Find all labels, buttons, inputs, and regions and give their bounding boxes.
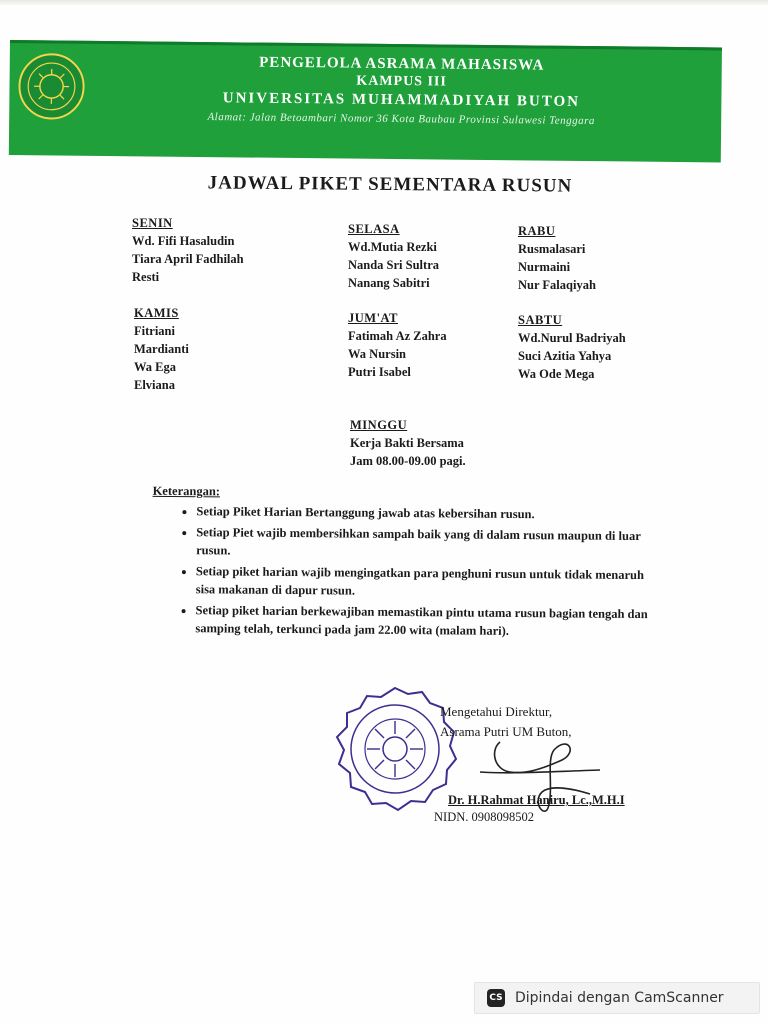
list-item: Wa Ode Mega	[518, 367, 595, 381]
day-label: KAMIS	[134, 306, 179, 320]
day-label: MINGGU	[350, 418, 408, 432]
list-item: Jam 08.00-09.00 pagi.	[350, 454, 466, 468]
list-item: Resti	[132, 270, 160, 284]
page-title: JADWAL PIKET SEMENTARA RUSUN	[207, 172, 573, 197]
list-item: • Setiap Piet wajib membersihkan sampah baik yang di dalam rusun maupun di luar rusun.	[196, 523, 652, 563]
day-rabu	[518, 222, 596, 294]
day-label: RABU	[518, 224, 556, 238]
list-item: Putri Isabel	[348, 365, 411, 379]
signatory-nidn: NIDN. 0908098502	[434, 810, 534, 824]
list-item: • Setiap piket harian wajib mengingatkan para penghuni rusun untuk tidak menaruh sisa makanan di dapur rusun.	[196, 562, 652, 602]
signature-line-2: Asrama Putri UM Buton,	[440, 724, 572, 739]
day-label: SELASA	[348, 222, 400, 236]
list-item: Nurmaini	[518, 260, 571, 274]
notes-heading: Keterangan:	[152, 483, 221, 499]
list-item: Nanang Sabitri	[348, 276, 430, 290]
header-institution: PENGELOLA ASRAMA MAHASISWA	[259, 54, 545, 74]
list-item: Wd. Fifi Hasaludin	[132, 234, 235, 248]
list-item: Mardianti	[134, 342, 189, 356]
day-label: SABTU	[518, 313, 563, 327]
list-item: Elviana	[134, 378, 175, 392]
header-content	[11, 42, 718, 159]
day-senin	[132, 214, 244, 286]
university-logo-icon	[17, 52, 86, 121]
list-item: Wd.Nurul Badriyah	[518, 331, 626, 345]
list-item: Wa Ega	[134, 360, 177, 374]
list-item: Suci Azitia Yahya	[518, 349, 612, 363]
header-university: UNIVERSITAS MUHAMMADIYAH BUTON	[222, 90, 581, 110]
camscanner-icon: CS	[487, 989, 505, 1007]
camscanner-watermark	[474, 982, 760, 1014]
day-selasa	[348, 220, 439, 292]
camscanner-label: Dipindai dengan CamScanner	[515, 990, 724, 1006]
list-item: Nanda Sri Sultra	[348, 258, 439, 272]
list-item: Fitriani	[134, 324, 175, 338]
header-address: Alamat: Jalan Betoambari Nomor 36 Kota Baubau Provinsi Sulawesi Tenggara	[207, 111, 596, 128]
list-item: Nur Falaqiyah	[518, 278, 596, 292]
notes-list	[151, 502, 652, 641]
list-item: Kerja Bakti Bersama	[350, 436, 464, 450]
day-sabtu	[518, 311, 626, 383]
signature-line-1: Mengetahui Direktur,	[440, 704, 553, 719]
list-item: • Setiap Piket Harian Bertanggung jawab atas kebersihan rusun.	[196, 502, 652, 524]
list-item: Wd.Mutia Rezki	[348, 240, 437, 254]
day-label: JUM'AT	[348, 311, 398, 325]
list-item: Fatimah Az Zahra	[348, 329, 447, 343]
day-kamis	[134, 304, 189, 394]
scan-edge	[0, 0, 768, 6]
notes-section	[151, 482, 652, 644]
header-campus: KAMPUS III	[356, 73, 447, 90]
list-item: Wa Nursin	[348, 347, 407, 361]
day-label: SENIN	[132, 216, 173, 230]
day-jumat	[348, 309, 447, 381]
list-item: • Setiap piket harian berkewajiban memastikan pintu utama rusun bagian tengah dan samping telah, terkunci pada jam 22.00 wita (malam hari).	[195, 601, 651, 641]
signature-block	[440, 702, 571, 742]
list-item: Rusmalasari	[518, 242, 586, 256]
list-item: Tiara April Fadhilah	[132, 252, 244, 266]
day-minggu	[350, 416, 466, 470]
signatory-name: Dr. H.Rahmat Haniru, Lc.,M.H.I	[448, 793, 625, 807]
